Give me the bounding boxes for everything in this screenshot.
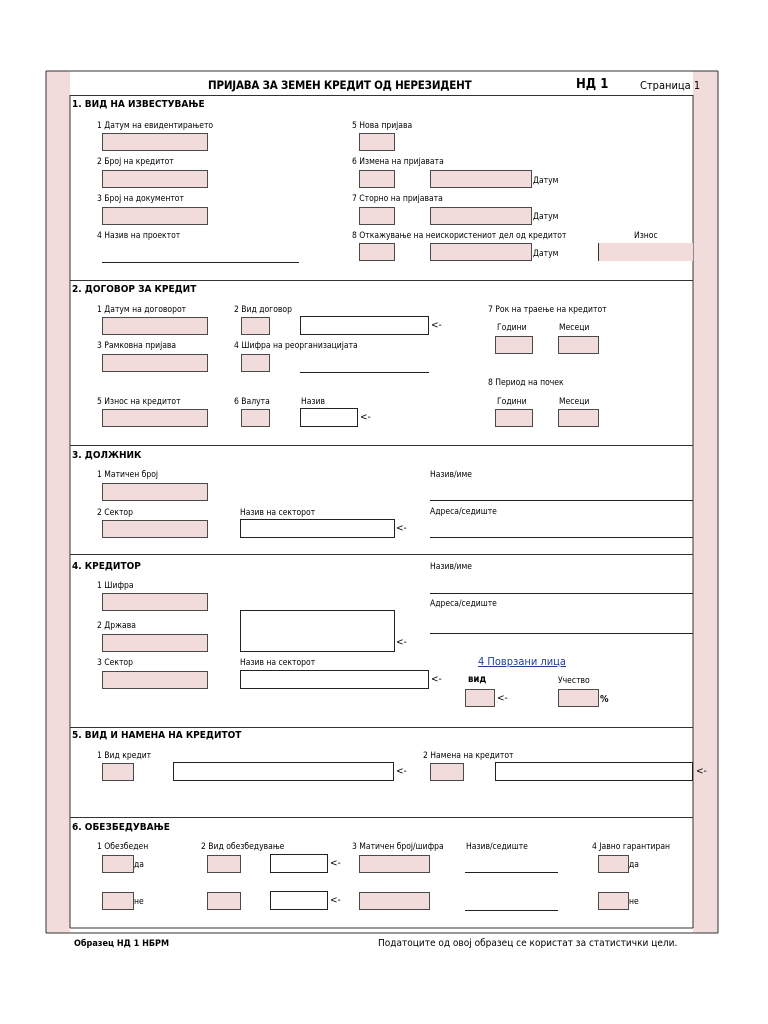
footer-statistics-note: Податоците од овој образец се користат за статистички цели. xyxy=(378,938,678,949)
credit-type-label: 1 Вид кредит xyxy=(97,751,152,761)
credit-type-select[interactable] xyxy=(173,762,394,781)
public-guarantee-no-field[interactable] xyxy=(598,892,629,910)
collateral-type-field-1[interactable] xyxy=(207,855,241,873)
credit-purpose-label: 2 Намена на кредитот xyxy=(423,751,514,761)
creditor-country-arrow: <- xyxy=(396,637,407,648)
contract-date-label: 1 Датум на договорот xyxy=(97,305,187,315)
creditor-address-line[interactable] xyxy=(430,633,693,634)
document-number-label: 3 Број на документот xyxy=(97,194,184,204)
related-type-field[interactable] xyxy=(465,689,495,707)
creditor-sector-field[interactable] xyxy=(102,671,208,689)
debtor-sector-arrow: <- xyxy=(396,523,407,534)
credit-amount-field[interactable] xyxy=(102,409,208,427)
debtor-address-line[interactable] xyxy=(430,537,693,538)
section-2-top-line xyxy=(70,280,693,281)
duration-months-field[interactable] xyxy=(558,336,599,354)
credit-type-field[interactable] xyxy=(102,763,134,781)
credit-number-label: 2 Број на кредитот xyxy=(97,157,174,167)
secured-no-field[interactable] xyxy=(102,892,134,910)
related-persons-link[interactable]: 4 Поврзани лица xyxy=(478,655,566,668)
duration-months-label: Месеци xyxy=(559,323,590,333)
public-guarantee-no-label: не xyxy=(629,897,639,907)
contract-type-arrow: <- xyxy=(431,320,442,331)
frame-report-field[interactable] xyxy=(102,354,208,372)
credit-amount-label: 5 Износ на кредитот xyxy=(97,397,181,407)
secured-yes-field[interactable] xyxy=(102,855,134,873)
section-1-top-line xyxy=(70,95,693,96)
contract-type-label: 2 Вид договор xyxy=(234,305,292,315)
collateral-id-field-1[interactable] xyxy=(359,855,430,873)
reorg-code-field[interactable] xyxy=(241,354,270,372)
section-6-top-line xyxy=(70,817,693,818)
unused-cancel-date-field[interactable] xyxy=(430,243,532,261)
public-guarantee-yes-field[interactable] xyxy=(598,855,629,873)
section-3-top-line xyxy=(70,445,693,446)
frame-report-label: 3 Рамковна пријава xyxy=(97,341,177,351)
section-4-title: 4. КРЕДИТОР xyxy=(72,561,141,572)
new-report-field[interactable] xyxy=(359,133,395,151)
amount-field[interactable] xyxy=(598,243,693,261)
grace-years-field[interactable] xyxy=(495,409,533,427)
collateral-name-label: Назив/седиште xyxy=(466,842,528,852)
report-cancel-date-label: Датум xyxy=(533,212,559,222)
report-change-label: 6 Измена на пријавата xyxy=(352,157,444,167)
collateral-type-field-2[interactable] xyxy=(207,892,241,910)
section-4-top-line xyxy=(70,554,693,555)
grace-years-label: Години xyxy=(497,397,527,407)
collateral-type-arrow-1: <- xyxy=(330,858,341,869)
grace-months-label: Месеци xyxy=(559,397,590,407)
secured-label: 1 Обезбеден xyxy=(97,842,149,852)
creditor-sector-name-select[interactable] xyxy=(240,670,429,689)
unused-cancel-label: 8 Откажување на неискористениот дел од кредитот xyxy=(352,231,567,241)
new-report-label: 5 Нова пријава xyxy=(352,121,413,131)
related-share-label: Учество xyxy=(558,676,590,686)
registration-date-label: 1 Датум на евидентирањето xyxy=(97,121,214,131)
currency-name-select[interactable] xyxy=(300,408,358,427)
footer-form-code: Образец НД 1 НБРМ xyxy=(74,939,170,949)
collateral-type-select-2[interactable] xyxy=(270,891,328,910)
debtor-address-label: Адреса/седиште xyxy=(430,507,497,517)
credit-purpose-select[interactable] xyxy=(495,762,693,781)
debtor-id-label: 1 Матичен број xyxy=(97,470,159,480)
report-cancel-field[interactable] xyxy=(359,207,395,225)
collateral-id-label: 3 Матичен број/шифра xyxy=(352,842,444,852)
related-type-label: вид xyxy=(468,674,487,685)
creditor-sector-label: 3 Сектор xyxy=(97,658,133,668)
section-3-title: 3. ДОЛЖНИК xyxy=(72,450,142,461)
report-cancel-date-field[interactable] xyxy=(430,207,532,225)
contract-type-field[interactable] xyxy=(241,317,270,335)
amount-label: Износ xyxy=(634,231,658,241)
form-title: ПРИЈАВА ЗА ЗЕМЕН КРЕДИТ ОД НЕРЕЗИДЕНТ xyxy=(208,78,472,92)
section-6-title: 6. ОБЕЗБЕДУВАЊЕ xyxy=(72,822,170,833)
creditor-name-line[interactable] xyxy=(430,593,693,594)
currency-field[interactable] xyxy=(241,409,270,427)
reorg-code-label: 4 Шифра на реорганизацијата xyxy=(234,341,358,351)
secured-no-label: не xyxy=(134,897,144,907)
report-change-field[interactable] xyxy=(359,170,395,188)
contract-type-select[interactable] xyxy=(300,316,429,335)
related-share-percent: % xyxy=(600,694,609,705)
project-name-label: 4 Назив на проектот xyxy=(97,231,181,241)
related-type-arrow: <- xyxy=(497,693,508,704)
debtor-name-line[interactable] xyxy=(430,500,693,501)
collateral-name-line-1[interactable] xyxy=(465,872,558,873)
creditor-code-field[interactable] xyxy=(102,593,208,611)
creditor-sector-arrow: <- xyxy=(431,674,442,685)
document-number-field[interactable] xyxy=(102,207,208,225)
page-number: Страница 1 xyxy=(640,79,701,92)
report-change-date-label: Датум xyxy=(533,176,559,186)
debtor-sector-field[interactable] xyxy=(102,520,208,538)
section-5-top-line xyxy=(70,727,693,728)
debtor-sector-name-select[interactable] xyxy=(240,519,395,538)
credit-purpose-arrow: <- xyxy=(696,766,707,777)
secured-yes-label: да xyxy=(134,860,144,870)
duration-years-field[interactable] xyxy=(495,336,533,354)
debtor-sector-label: 2 Сектор xyxy=(97,508,133,518)
collateral-name-line-2[interactable] xyxy=(465,910,558,911)
grace-months-field[interactable] xyxy=(558,409,599,427)
section-1-title: 1. ВИД НА ИЗВЕСТУВАЊЕ xyxy=(72,99,205,110)
project-name-line[interactable] xyxy=(102,262,299,263)
public-guarantee-yes-label: да xyxy=(629,860,639,870)
creditor-country-field[interactable] xyxy=(102,634,208,652)
public-guarantee-label: 4 Јавно гарантиран xyxy=(592,842,671,852)
debtor-id-field[interactable] xyxy=(102,483,208,501)
section-5-title: 5. ВИД И НАМЕНА НА КРЕДИТОТ xyxy=(72,730,242,741)
duration-years-label: Години xyxy=(497,323,527,333)
creditor-name-label: Назив/име xyxy=(430,562,473,572)
currency-arrow: <- xyxy=(360,412,371,423)
related-share-field[interactable] xyxy=(558,689,599,707)
creditor-sector-name-label: Назив на секторот xyxy=(240,658,316,668)
creditor-address-label: Адреса/седиште xyxy=(430,599,497,609)
debtor-name-label: Назив/име xyxy=(430,470,473,480)
contract-date-field[interactable] xyxy=(102,317,208,335)
section-2-title: 2. ДОГОВОР ЗА КРЕДИТ xyxy=(72,284,197,295)
creditor-country-label: 2 Држава xyxy=(97,621,136,631)
registration-date-field[interactable] xyxy=(102,133,208,151)
currency-name-label: Назив xyxy=(301,397,325,407)
credit-type-arrow: <- xyxy=(396,766,407,777)
debtor-sector-name-label: Назив на секторот xyxy=(240,508,316,518)
collateral-type-label: 2 Вид обезбедување xyxy=(201,842,285,852)
creditor-country-select[interactable] xyxy=(240,610,395,652)
collateral-type-arrow-2: <- xyxy=(330,895,341,906)
credit-number-field[interactable] xyxy=(102,170,208,188)
collateral-type-select-1[interactable] xyxy=(270,854,328,873)
form-code: НД 1 xyxy=(576,77,609,92)
unused-cancel-date-label: Датум xyxy=(533,249,559,259)
duration-label: 7 Рок на траење на кредитот xyxy=(488,305,607,315)
creditor-code-label: 1 Шифра xyxy=(97,581,134,591)
currency-label: 6 Валута xyxy=(234,397,270,407)
reorg-code-line[interactable] xyxy=(300,372,429,373)
collateral-id-field-2[interactable] xyxy=(359,892,430,910)
unused-cancel-field[interactable] xyxy=(359,243,395,261)
credit-purpose-field[interactable] xyxy=(430,763,464,781)
report-change-date-field[interactable] xyxy=(430,170,532,188)
report-cancel-label: 7 Сторно на пријавата xyxy=(352,194,443,204)
grace-period-label: 8 Период на почек xyxy=(488,378,564,388)
